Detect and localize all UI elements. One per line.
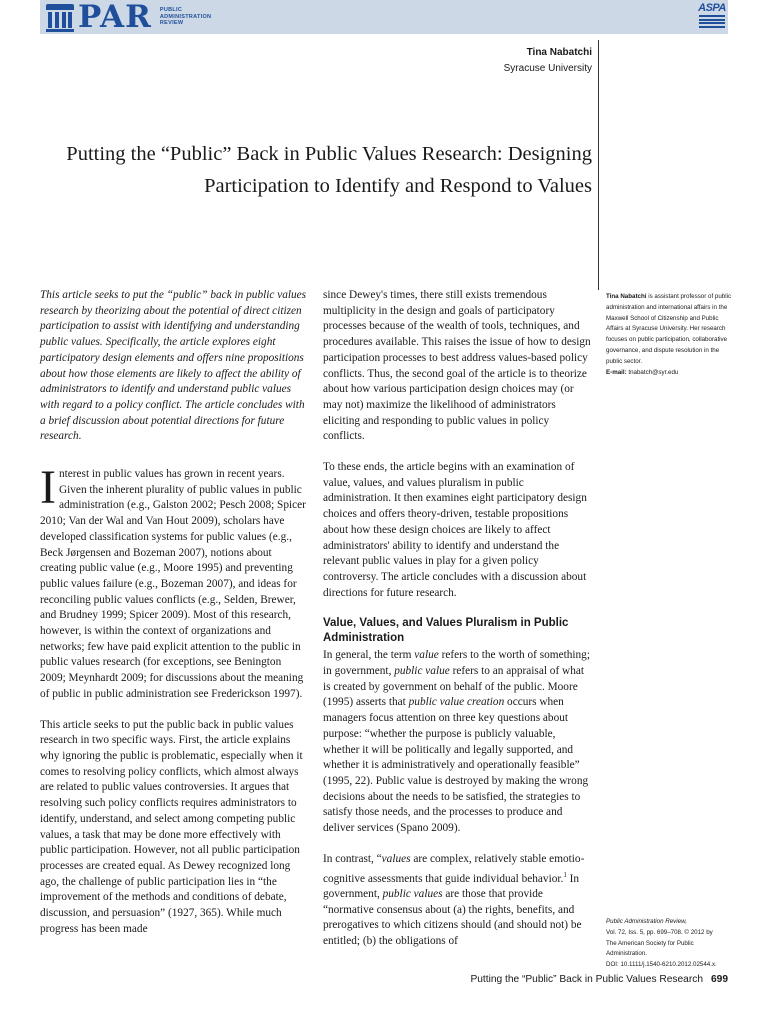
journal-name: Public Administration Review, bbox=[606, 918, 687, 925]
aspa-logo bbox=[696, 2, 728, 32]
middle-column bbox=[323, 288, 591, 965]
body-paragraph: Interest in public values has grown in recent years. Given the inherent plurality of public values in public administration (e.g., Galston 2002; Pesch 2008; Spicer 2010; Van der Wal and Van Hout 2009), scholars have developed classification systems for public values (e.g., Beck Jørgensen and Bozeman 2007), notions about creating public value (e.g., Moore 1995) and preventing public values failure (e.g., Bozeman 2007), and ideas for reconciling public values conflicts (e.g., Selden, Brewer, and Brudney 1999; Spicer 2009). Most of this research, however, is within the context of organizations and networks; few have paid explicit attention to the public in public values research (for exceptions, see Benington 2009; Meynhardt 2009; for discussions about the meaning of public in public administration see Frederickson 1997). bbox=[40, 461, 306, 700]
body-paragraph: To these ends, the article begins with an examination of value, values, and values pluralism in public administration. It then examines eight participatory design choices and offers theory-driven, testable propositions about how these design choices are likely to affect administrators' ability to identify and understand the relevant public values in play for a given policy controversy. The article concludes with a discussion about directions for future research. bbox=[323, 461, 587, 599]
bio-name: Tina Nabatchi bbox=[606, 293, 647, 300]
article-title: Putting the “Public” Back in Public Values Research: Designing Participation to Identify and Respond to Values bbox=[66, 143, 592, 197]
author-affiliation: Syracuse University bbox=[503, 63, 592, 74]
left-column bbox=[40, 288, 308, 952]
par-logo bbox=[46, 0, 212, 35]
author-block bbox=[504, 45, 592, 77]
aspa-logo-text: ASPA bbox=[698, 2, 726, 14]
bio-text: is assistant professor of public administration and international affairs in the Maxwell School of Citizenship and Public Affairs at Syracuse University. Her research focuses on public participation, collaborative governance, and dispute resolution in the public sector. bbox=[606, 293, 732, 365]
citation-block: Public Administration Review, Vol. 72, Iss. 5, pp. 699–708. © 2012 by The American Society for Public Administration. DOI: 10.1111/j.1540-6210.2012.02544.x. bbox=[606, 917, 734, 971]
body-paragraph: In general, the term value refers to the worth of something; in government, public value refers to an appraisal of what is created by government on behalf of the public. Moore (1995) asserts that public value creation occurs when managers focus attention on three key questions about purpose: “whether the purpose is publicly valuable, whether it will be politically and legally supported, and whether it is administratively and operationally feasible” (1995, 22). Public value is destroyed by making the wrong decisions about the needs to be satisfied, the strategies to satisfy those needs, and the processes to produce and deliver services (Spano 2009). bbox=[323, 649, 590, 835]
running-footer bbox=[470, 974, 728, 985]
abstract: This article seeks to put the “public” back in public values research by theorizing about the potential of direct citizen participation to assist with identifying and understanding public values. Specifically, the article explores eight participatory design elements and offers nine propositions about how those elements are likely to affect the ability of administrators to identify and understand public values with regard to a policy conflict. The article concludes with a brief discussion about potential directions for future research. bbox=[40, 289, 307, 443]
body-paragraph: since Dewey's times, there still exists tremendous multiplicity in the design and goals of participatory processes because of the wealth of tools, techniques, and procedures available. This raises the issue of how to design participation processes to best address values-based policy conflicts. Thus, the second goal of the article is to theorize about how various participation design choices may (or may not) maximize the likelihood of administrators eliciting and responding to public values in policy conflicts. bbox=[323, 289, 591, 443]
email-label: E-mail: bbox=[606, 368, 627, 376]
body-paragraph: In contrast, “values are complex, relatively stable emotio-cognitive assessments that guide individual behavior.$^1$ In government, public values are those that provide “normative consensus about (a) the rights, benefits, and prerogatives to which citizens should (and should not) be entitled; (b) the obligations of bbox=[323, 852, 585, 948]
doi: DOI: 10.1111/j.1540-6210.2012.02544.x. bbox=[606, 961, 717, 969]
body-paragraph: This article seeks to put the public back in public values research in two specific ways. First, the article explains why ignoring the public is problematic, especially when it comes to resolving policy conflicts, which almost always are related to public values controversies. It argues that resolving such policy conflicts requires administrators to identify, understand, and select among competing public values, a task that may be done more effectively with public participation. However, not all public participation processes are created equal. As Dewey recognized long ago, the challenge of public participation lies in “the improvement of the methods and conditions of debate, discussion, and persuasion” (1927, 365). While much progress has been made bbox=[40, 718, 303, 935]
drop-cap: I bbox=[40, 461, 56, 515]
vertical-divider bbox=[598, 40, 599, 290]
aspa-bars-icon bbox=[699, 15, 725, 29]
par-logo-text: PAR bbox=[78, 0, 152, 35]
section-heading: Value, Values, and Values Pluralism in Public Administration bbox=[323, 617, 569, 645]
email-address[interactable]: tnabatch@syr.edu bbox=[628, 368, 679, 376]
author-bio bbox=[606, 292, 732, 378]
columns-icon bbox=[46, 2, 74, 32]
par-logo-subtitle: PUBLIC ADMINISTRATION REVIEW bbox=[159, 7, 212, 27]
running-title: Putting the “Public” Back in Public Values Research bbox=[470, 974, 703, 985]
author-name: Tina Nabatchi bbox=[526, 47, 592, 58]
page-number: 699 bbox=[711, 974, 728, 985]
